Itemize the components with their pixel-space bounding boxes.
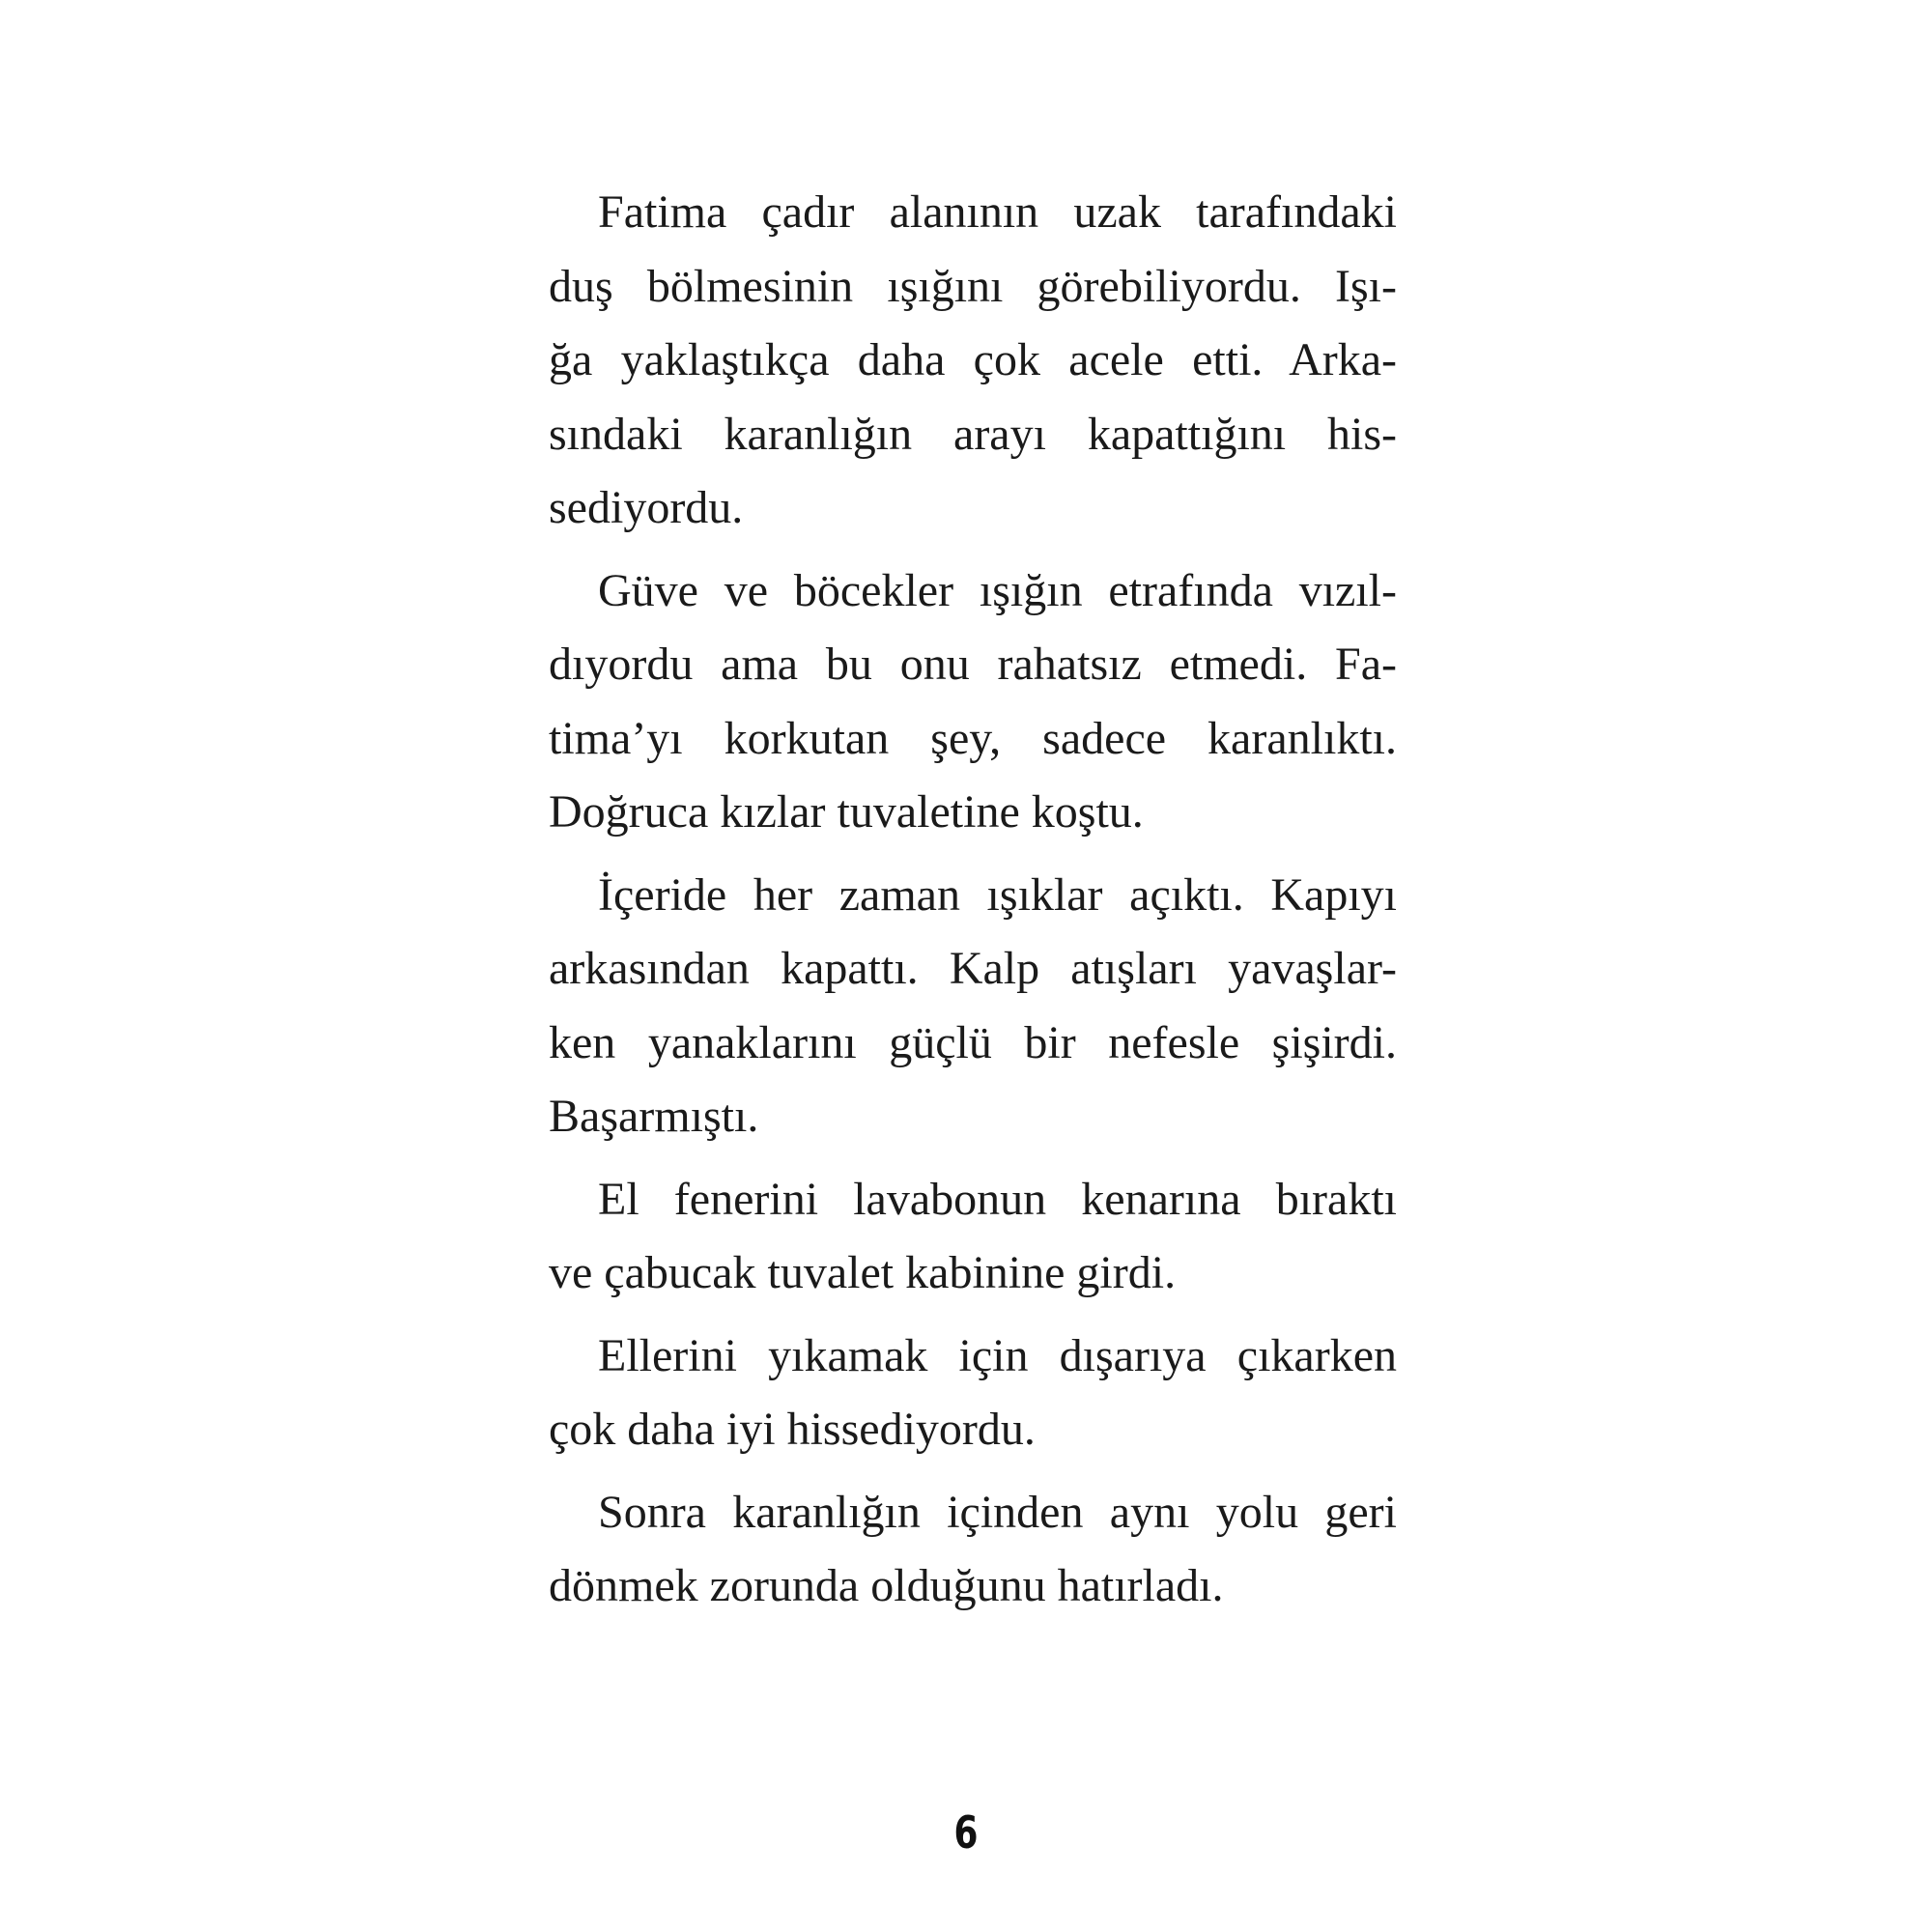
- paragraph-gap: [549, 1154, 1397, 1163]
- paragraph: [549, 1476, 1397, 1624]
- text-line: dıyordu ama bu onu rahatsız etmedi. Fa-: [549, 639, 1397, 690]
- text-line: İçeride her zaman ışıklar açıktı. Kapıyı: [598, 868, 1397, 921]
- text-line: Fatima çadır alanının uzak tarafındaki: [598, 186, 1397, 238]
- text-line: ğa yaklaştıkça daha çok acele etti. Arka-: [549, 334, 1397, 385]
- text-line: El fenerini lavabonun kenarına bıraktı: [598, 1173, 1397, 1225]
- paragraph: [549, 176, 1397, 546]
- text-line: sındaki karanlığın arayı kapattığını his-: [549, 408, 1397, 460]
- text-line: Ellerini yıkamak için dışarıya çıkarken: [598, 1329, 1397, 1381]
- text-line: ve çabucak tuvalet kabinine girdi.: [549, 1247, 1177, 1298]
- paragraph: [549, 859, 1397, 1154]
- text-line: Doğruca kızlar tuvaletine koştu.: [549, 786, 1144, 838]
- text-line: dönmek zorunda olduğunu hatırladı.: [549, 1560, 1224, 1611]
- paragraph-gap: [549, 546, 1397, 554]
- paragraph-gap: [549, 1467, 1397, 1476]
- paragraph: [549, 1320, 1397, 1467]
- page-number: 6: [953, 1806, 979, 1859]
- text-line: Başarmıştı.: [549, 1091, 759, 1142]
- paragraph-gap: [549, 850, 1397, 859]
- paragraph-gap: [549, 1311, 1397, 1320]
- text-line: arkasından kapattı. Kalp atışları yavaşlar-: [549, 943, 1397, 994]
- text-line: duş bölmesinin ışığını görebiliyordu. Işı-: [549, 260, 1397, 312]
- paragraph: [549, 1163, 1397, 1311]
- paragraph: [549, 554, 1397, 850]
- text-line: Sonra karanlığın içinden aynı yolu geri: [598, 1486, 1397, 1538]
- text-line: Güve ve böcekler ışığın etrafında vızıl-: [598, 564, 1397, 616]
- text-line: çok daha iyi hissediyordu.: [549, 1404, 1036, 1455]
- text-line: ken yanaklarını güçlü bir nefesle şişirdi.: [549, 1016, 1397, 1068]
- text-line: sediyordu.: [549, 482, 744, 533]
- text-line: tima’yı korkutan şey, sadece karanlıktı.: [549, 712, 1397, 764]
- body-text: [549, 176, 1397, 1624]
